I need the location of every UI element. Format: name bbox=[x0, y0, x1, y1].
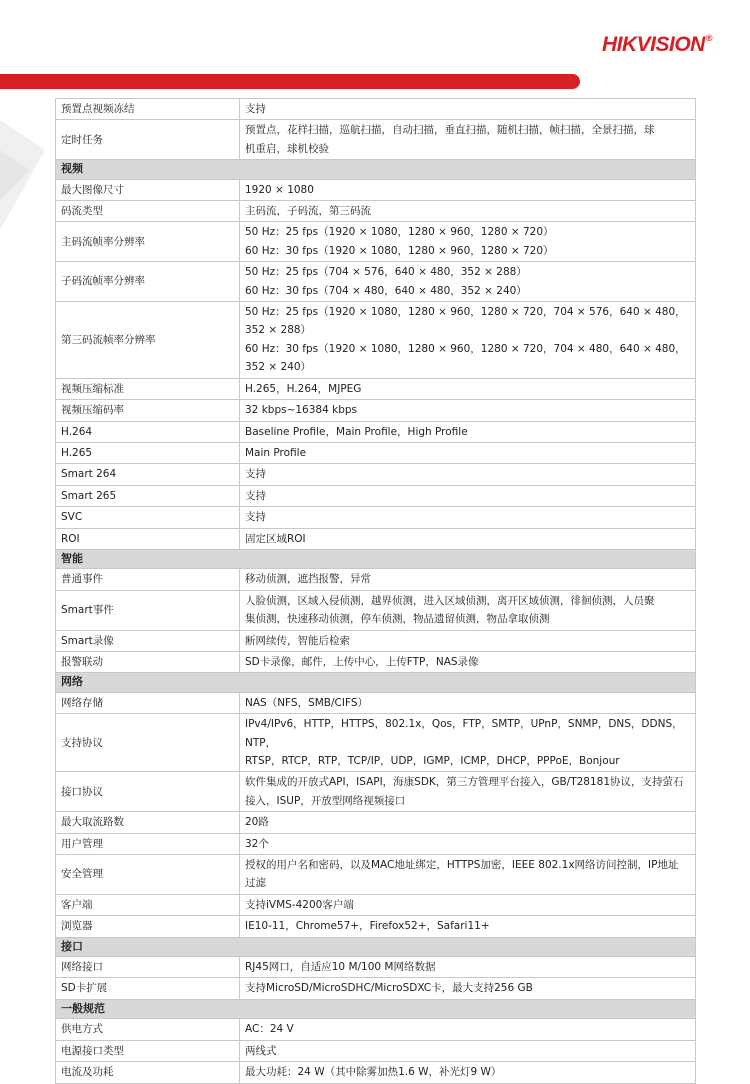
spec-value-line: IPv4/IPv6，HTTP，HTTPS，802.1x，Qos，FTP，SMTP，UPnP，SNMP，DNS，DDNS，NTP， bbox=[245, 718, 683, 749]
spec-value bbox=[240, 957, 696, 978]
section-title: 视频 bbox=[56, 160, 696, 179]
spec-value-line: 支持 bbox=[245, 511, 266, 524]
section-header-row bbox=[56, 673, 696, 692]
spec-label: H.264 bbox=[56, 421, 240, 442]
spec-value-line: RTSP，RTCP，RTP，TCP/IP，UDP，IGMP，ICMP，DHCP，PPPoE，Bonjour bbox=[245, 755, 620, 767]
spec-value bbox=[240, 120, 696, 160]
spec-row bbox=[56, 772, 696, 812]
spec-label: 用户管理 bbox=[56, 833, 240, 854]
spec-value bbox=[240, 812, 696, 833]
spec-value-line: 断网续传，智能后检索 bbox=[245, 634, 350, 647]
spec-value-line: 32个 bbox=[245, 837, 269, 850]
spec-label: Smart录像 bbox=[56, 630, 240, 651]
spec-label: Smart 265 bbox=[56, 485, 240, 506]
spec-row bbox=[56, 528, 696, 549]
spec-value-line: 人脸侦测，区域入侵侦测，越界侦测，进入区域侦测，离开区域侦测，徘徊侦测，人员聚 bbox=[245, 594, 655, 607]
spec-value bbox=[240, 400, 696, 421]
spec-value-line: 最大功耗：24 W（其中除雾加热1.6 W，补光灯9 W） bbox=[245, 1066, 502, 1079]
spec-row bbox=[56, 812, 696, 833]
spec-value-line: 预置点，花样扫描，巡航扫描，自动扫描，垂直扫描，随机扫描，帧扫描，全景扫描，球 bbox=[245, 124, 655, 137]
spec-value bbox=[240, 894, 696, 915]
spec-value-line: AC：24 V bbox=[245, 1023, 294, 1036]
spec-label: Smart 264 bbox=[56, 464, 240, 485]
spec-value bbox=[240, 855, 696, 895]
spec-row bbox=[56, 714, 696, 772]
spec-label: SD卡扩展 bbox=[56, 978, 240, 999]
spec-value-line: 支持 bbox=[245, 468, 266, 481]
spec-value-line: 50 Hz：25 fps（1920 × 1080，1280 × 960，1280 × 720） bbox=[245, 226, 554, 239]
spec-label: 支持协议 bbox=[56, 714, 240, 772]
spec-value bbox=[240, 590, 696, 630]
spec-value-line: 授权的用户名和密码，以及MAC地址绑定，HTTPS加密，IEEE 802.1x网络访问控制，IP地址 bbox=[245, 859, 679, 872]
spec-value-line: 软件集成的开放式API，ISAPI，海康SDK，第三方管理平台接入，GB/T28181协议，支持萤石 bbox=[245, 776, 684, 789]
spec-row bbox=[56, 262, 696, 302]
header-red-bar bbox=[0, 74, 580, 89]
decorative-watermark-shape bbox=[0, 90, 60, 290]
spec-row bbox=[56, 99, 696, 120]
spec-value-line: 接入，ISUP，开放型网络视频接口 bbox=[245, 794, 406, 807]
spec-value-line: 固定区域ROI bbox=[245, 532, 306, 545]
spec-value bbox=[240, 569, 696, 590]
spec-row bbox=[56, 957, 696, 978]
section-title: 接口 bbox=[56, 937, 696, 956]
section-header-row bbox=[56, 160, 696, 179]
section-title: 一般规范 bbox=[56, 999, 696, 1018]
spec-value bbox=[240, 772, 696, 812]
section-header-row bbox=[56, 549, 696, 568]
spec-row bbox=[56, 400, 696, 421]
section-title: 网络 bbox=[56, 673, 696, 692]
spec-label: 报警联动 bbox=[56, 651, 240, 672]
spec-value-line: 支持iVMS-4200客户端 bbox=[245, 898, 354, 911]
spec-value-line: Main Profile bbox=[245, 446, 307, 459]
spec-value-line: 支持MicroSD/MicroSDHC/MicroSDXC卡，最大支持256 GB bbox=[245, 982, 533, 995]
spec-label: 安全管理 bbox=[56, 855, 240, 895]
spec-row bbox=[56, 421, 696, 442]
spec-value bbox=[240, 692, 696, 713]
section-header-row bbox=[56, 937, 696, 956]
spec-row bbox=[56, 442, 696, 463]
spec-value bbox=[240, 222, 696, 262]
spec-label: SVC bbox=[56, 507, 240, 528]
spec-value bbox=[240, 378, 696, 399]
spec-value bbox=[240, 1019, 696, 1040]
spec-value bbox=[240, 99, 696, 120]
spec-row bbox=[56, 120, 696, 160]
spec-row bbox=[56, 378, 696, 399]
spec-row bbox=[56, 916, 696, 937]
spec-value bbox=[240, 421, 696, 442]
spec-row bbox=[56, 1062, 696, 1083]
spec-value-line: 支持 bbox=[245, 103, 266, 115]
spec-value-line: 32 kbps~16384 kbps bbox=[245, 404, 357, 417]
spec-row bbox=[56, 485, 696, 506]
spec-value-line: Baseline Profile，Main Profile，High Profile bbox=[245, 425, 468, 438]
spec-label: 电源接口类型 bbox=[56, 1040, 240, 1061]
spec-row bbox=[56, 630, 696, 651]
spec-label: 浏览器 bbox=[56, 916, 240, 937]
spec-value-line: 50 Hz：25 fps（704 × 576，640 × 480，352 × 288） bbox=[245, 266, 527, 279]
spec-value bbox=[240, 485, 696, 506]
spec-value bbox=[240, 464, 696, 485]
spec-value-line: 60 Hz：30 fps（1920 × 1080，1280 × 960，1280 × 720） bbox=[245, 244, 554, 257]
spec-label: ROI bbox=[56, 528, 240, 549]
spec-label: 普通事件 bbox=[56, 569, 240, 590]
spec-row bbox=[56, 222, 696, 262]
spec-row bbox=[56, 201, 696, 222]
spec-row bbox=[56, 179, 696, 200]
spec-label: 码流类型 bbox=[56, 201, 240, 222]
spec-value-line: H.265，H.264，MJPEG bbox=[245, 382, 362, 395]
spec-label: Smart事件 bbox=[56, 590, 240, 630]
spec-label: 网络接口 bbox=[56, 957, 240, 978]
spec-value-line: 移动侦测，遮挡报警，异常 bbox=[245, 573, 371, 586]
spec-value bbox=[240, 507, 696, 528]
spec-value bbox=[240, 262, 696, 302]
spec-value-line: 60 Hz：30 fps（704 × 480，640 × 480，352 × 240） bbox=[245, 284, 527, 297]
spec-row bbox=[56, 590, 696, 630]
spec-label: 最大取流路数 bbox=[56, 812, 240, 833]
spec-value-line: IE10-11，Chrome57+，Firefox52+，Safari11+ bbox=[245, 920, 490, 933]
spec-row bbox=[56, 1040, 696, 1061]
spec-value bbox=[240, 1040, 696, 1061]
spec-value bbox=[240, 833, 696, 854]
spec-row bbox=[56, 1019, 696, 1040]
spec-label: 子码流帧率分辨率 bbox=[56, 262, 240, 302]
spec-value-line: 50 Hz：25 fps（1920 × 1080，1280 × 960，1280 × 720，704 × 576，640 × 480，352 × 288） bbox=[245, 306, 686, 337]
spec-value-line: 集侦测，快速移动侦测，停车侦测，物品遗留侦测，物品拿取侦测 bbox=[245, 613, 550, 626]
spec-label: 视频压缩码率 bbox=[56, 400, 240, 421]
spec-label: 定时任务 bbox=[56, 120, 240, 160]
spec-value-line: 过滤 bbox=[245, 877, 266, 890]
spec-label: 接口协议 bbox=[56, 772, 240, 812]
spec-label: 供电方式 bbox=[56, 1019, 240, 1040]
spec-label: 视频压缩标准 bbox=[56, 378, 240, 399]
spec-value-line: 两线式 bbox=[245, 1044, 277, 1057]
spec-value-line: 20路 bbox=[245, 816, 269, 829]
spec-row bbox=[56, 651, 696, 672]
spec-value-line: RJ45网口，自适应10 M/100 M网络数据 bbox=[245, 961, 436, 974]
spec-row bbox=[56, 302, 696, 379]
spec-value bbox=[240, 201, 696, 222]
spec-label: 主码流帧率分辨率 bbox=[56, 222, 240, 262]
spec-row bbox=[56, 464, 696, 485]
spec-table bbox=[55, 98, 696, 1084]
section-header-row bbox=[56, 999, 696, 1018]
spec-value bbox=[240, 714, 696, 772]
spec-label: 第三码流帧率分辨率 bbox=[56, 302, 240, 379]
spec-label: 预置点视频冻结 bbox=[56, 99, 240, 120]
spec-value bbox=[240, 442, 696, 463]
spec-value bbox=[240, 651, 696, 672]
spec-label: 客户端 bbox=[56, 894, 240, 915]
spec-value-line: 支持 bbox=[245, 489, 266, 502]
spec-row bbox=[56, 569, 696, 590]
spec-row bbox=[56, 692, 696, 713]
brand-logo bbox=[602, 33, 712, 57]
registered-mark: ® bbox=[705, 33, 712, 43]
spec-row bbox=[56, 978, 696, 999]
spec-label: 电流及功耗 bbox=[56, 1062, 240, 1083]
spec-value bbox=[240, 978, 696, 999]
section-title: 智能 bbox=[56, 549, 696, 568]
spec-value-line: 1920 × 1080 bbox=[245, 183, 314, 196]
brand-logo-text: HIKVISION bbox=[602, 33, 705, 56]
spec-value-line: SD卡录像，邮件，上传中心，上传FTP，NAS录像 bbox=[245, 655, 479, 668]
spec-value bbox=[240, 302, 696, 379]
spec-row bbox=[56, 894, 696, 915]
spec-value bbox=[240, 916, 696, 937]
spec-row bbox=[56, 833, 696, 854]
spec-value-line: 机重启，球机校验 bbox=[245, 142, 329, 155]
spec-value bbox=[240, 179, 696, 200]
spec-value bbox=[240, 1062, 696, 1083]
spec-label: H.265 bbox=[56, 442, 240, 463]
spec-row bbox=[56, 507, 696, 528]
spec-value bbox=[240, 528, 696, 549]
spec-label: 最大图像尺寸 bbox=[56, 179, 240, 200]
spec-value-line: 60 Hz：30 fps（1920 × 1080，1280 × 960，1280 × 720，704 × 480，640 × 480，352 × 240） bbox=[245, 342, 686, 374]
spec-row bbox=[56, 855, 696, 895]
spec-label: 网络存储 bbox=[56, 692, 240, 713]
spec-value-line: NAS（NFS，SMB/CIFS） bbox=[245, 696, 368, 709]
spec-value-line: 主码流，子码流，第三码流 bbox=[245, 205, 371, 218]
spec-value bbox=[240, 630, 696, 651]
